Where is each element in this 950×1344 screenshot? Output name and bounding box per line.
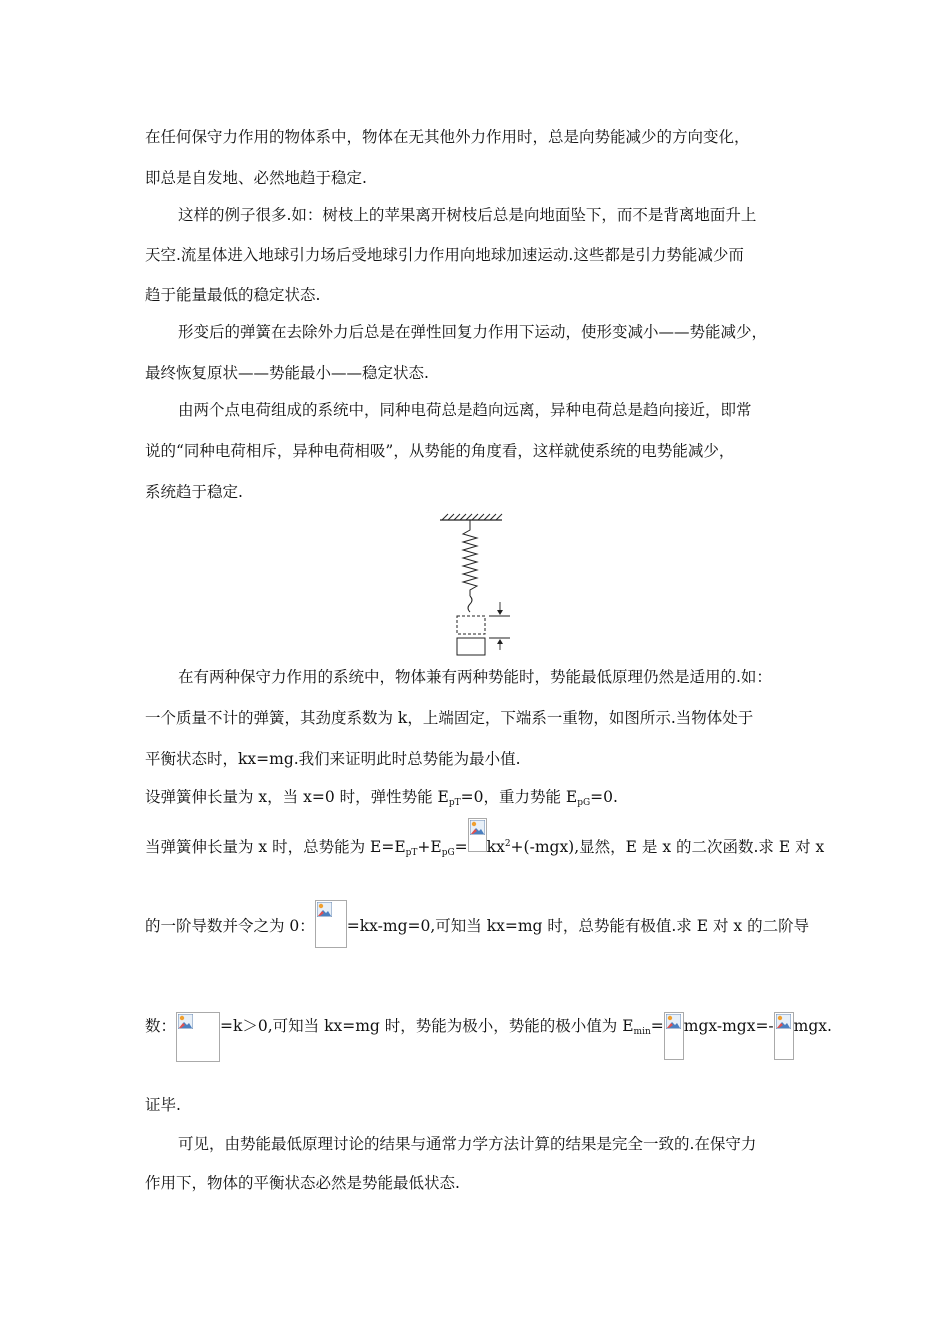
formula-line [145,834,824,863]
text-line: 这样的例子很多.如：树枝上的苹果离开树枝后总是向地面坠下，而不是背离地面升上 [178,206,757,224]
text-run: =k＞0,可知当 kx=mg 时，势能为极小，势能的极小值为 E [220,1017,634,1035]
spring-mass-diagram [430,508,520,658]
broken-image-icon [315,900,347,948]
subscript: min [633,1027,651,1037]
subscript: pT [405,848,418,858]
text-run: kx [486,838,505,856]
broken-image-icon [774,1012,794,1060]
text-run: = [454,838,468,856]
text-run: 的一阶导数并令之为 0： [145,917,315,935]
formula-line [145,916,809,948]
text-run: 数： [145,1017,177,1035]
text-run: = [650,1017,664,1035]
text-line: 由两个点电荷组成的系统中，同种电荷总是趋向远离，异种电荷总是趋向接近，即常 [178,401,752,419]
broken-image-icon [664,1012,684,1060]
subscript: pT [448,798,461,808]
text-run: +(-mgx),显然，E 是 x 的二次函数.求 E 对 x [510,838,825,856]
text-line: 可见，由势能最低原理讨论的结果与通常力学方法计算的结果是完全一致的.在保守力 [178,1135,757,1153]
text-run: =0，重力势能 E [460,788,578,806]
text-line: 平衡状态时，kx=mg.我们来证明此时总势能为最小值. [145,750,521,768]
text-line: 系统趋于稳定. [145,483,243,501]
text-line: 即总是自发地、必然地趋于稳定. [145,169,367,187]
text-line: 在任何保守力作用的物体系中，物体在无其他外力作用时，总是向势能减少的方向变化， [145,128,750,146]
text-line [145,787,618,813]
broken-image-icon [176,1012,220,1062]
superscript: 2 [504,839,511,849]
text-run: mgx-mgx=- [683,1017,774,1035]
text-run: +E [417,838,442,856]
text-run: 当弹簧伸长量为 x 时，总势能为 E=E [145,838,406,856]
text-line: 形变后的弹簧在去除外力后总是在弹性回复力作用下运动，使形变减小——势能减少， [178,323,768,341]
text-run: mgx. [793,1017,832,1035]
subscript: pG [441,848,455,858]
formula-line [145,1016,832,1062]
text-run: =0. [590,788,618,806]
subscript: pG [577,798,591,808]
text-line: 一个质量不计的弹簧，其劲度系数为 k，上端固定，下端系一重物，如图所示.当物体处于 [145,709,754,727]
text-line: 证毕. [145,1096,181,1114]
text-line: 趋于能量最低的稳定状态. [145,286,321,304]
text-run: =kx-mg=0,可知当 kx=mg 时，总势能有极值.求 E 对 x 的二阶导 [346,917,810,935]
text-line: 最终恢复原状——势能最小——稳定状态. [145,364,429,382]
text-line: 在有两种保守力作用的系统中，物体兼有两种势能时，势能最低原理仍然是适用的.如： [178,668,772,686]
broken-image-icon [468,818,487,852]
text-run: 设弹簧伸长量为 x，当 x=0 时，弹性势能 E [145,788,449,806]
text-line: 天空.流星体进入地球引力场后受地球引力作用向地球加速运动.这些都是引力势能减少而 [145,246,744,264]
text-line: 说的“同种电荷相斥，异种电荷相吸”，从势能的角度看，这样就使系统的电势能减少， [145,442,735,460]
text-line: 作用下，物体的平衡状态必然是势能最低状态. [145,1174,460,1192]
